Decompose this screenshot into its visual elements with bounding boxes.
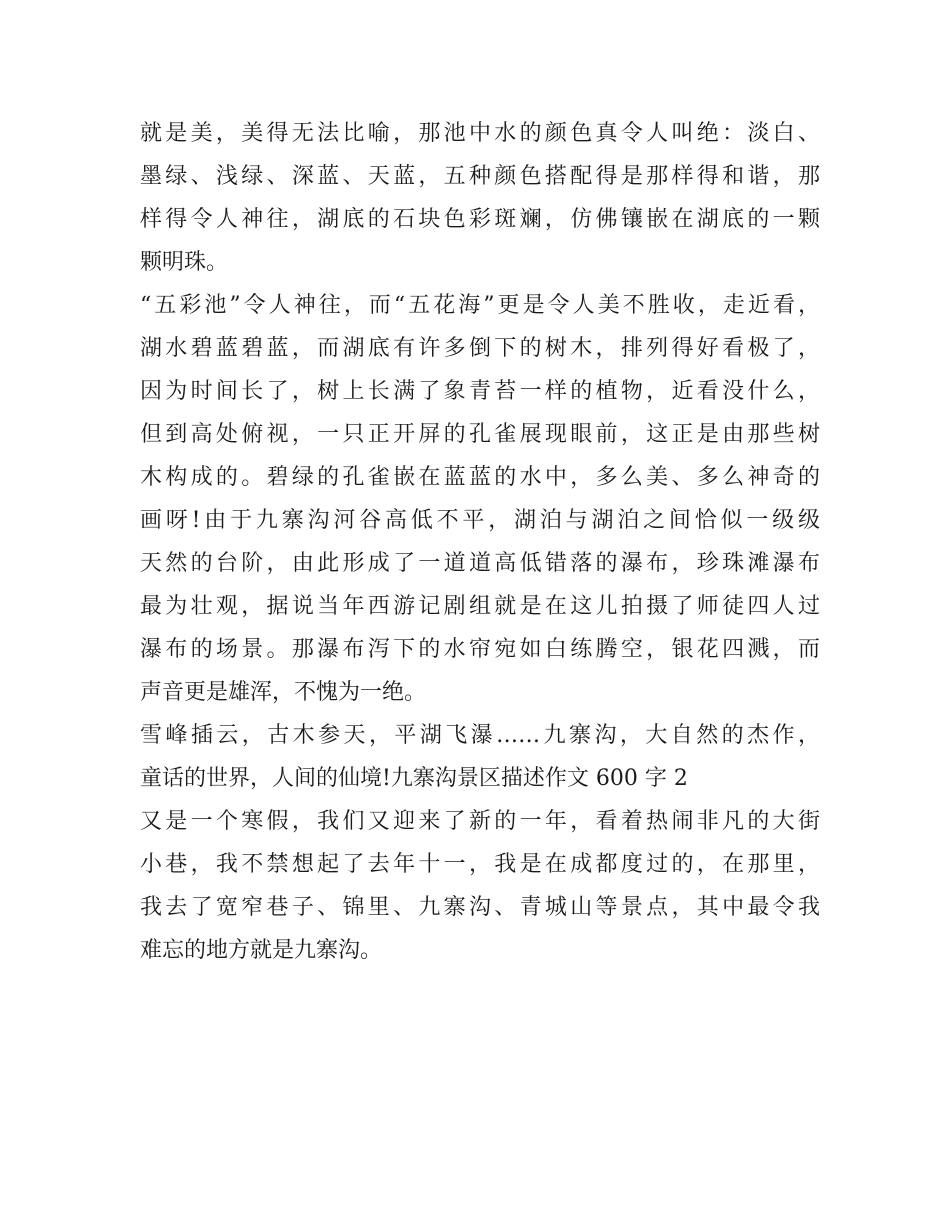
text-line: 声音更是雄浑，不愧为一绝。: [140, 680, 427, 705]
text-line: 童话的世界，人间的仙境!九寨沟景区描述作文 600 字 2: [140, 766, 688, 791]
text-line: “五彩池”令人神往，而“五花海”更是令人美不胜收，走近看，: [140, 293, 820, 318]
text-line: 画呀!由于九寨沟河谷高低不平，湖泊与湖泊之间恰似一级级: [140, 508, 820, 533]
text-line: 因为时间长了，树上长满了象青苔一样的植物，近看没什么，: [140, 379, 820, 404]
text-line: 木构成的。碧绿的孔雀嵌在蓝蓝的水中，多么美、多么神奇的: [140, 465, 820, 490]
text-line: 又是一个寒假，我们又迎来了新的一年，看着热闹非凡的大街: [140, 809, 820, 834]
text-line: 颗明珠。: [140, 250, 229, 275]
text-line: 但到高处俯视，一只正开屏的孔雀展现眼前，这正是由那些树: [140, 422, 820, 447]
text-line: 最为壮观，据说当年西游记剧组就是在这儿拍摄了师徒四人过: [140, 594, 820, 619]
text-line: 我去了宽窄巷子、锦里、九寨沟、青城山等景点，其中最令我: [140, 895, 820, 920]
body-text: [140, 112, 820, 972]
text-line: 就是美，美得无法比喻，那池中水的颜色真令人叫绝：淡白、: [140, 121, 820, 146]
text-line: 天然的台阶，由此形成了一道道高低错落的瀑布，珍珠滩瀑布: [140, 551, 820, 576]
text-line: 墨绿、浅绿、深蓝、天蓝，五种颜色搭配得是那样得和谐，那: [140, 164, 820, 189]
text-line: 样得令人神往，湖底的石块色彩斑斓，仿佛镶嵌在湖底的一颗: [140, 207, 820, 232]
text-line: 湖水碧蓝碧蓝，而湖底有许多倒下的树木，排列得好看极了，: [140, 336, 820, 361]
text-line: 难忘的地方就是九寨沟。: [140, 938, 383, 963]
text-line: 小巷，我不禁想起了去年十一，我是在成都度过的，在那里，: [140, 852, 820, 877]
text-line: 雪峰插云，古木参天，平湖飞瀑……九寨沟，大自然的杰作，: [140, 723, 820, 748]
text-line: 瀑布的场景。那瀑布泻下的水帘宛如白练腾空，银花四溅，而: [140, 637, 820, 662]
